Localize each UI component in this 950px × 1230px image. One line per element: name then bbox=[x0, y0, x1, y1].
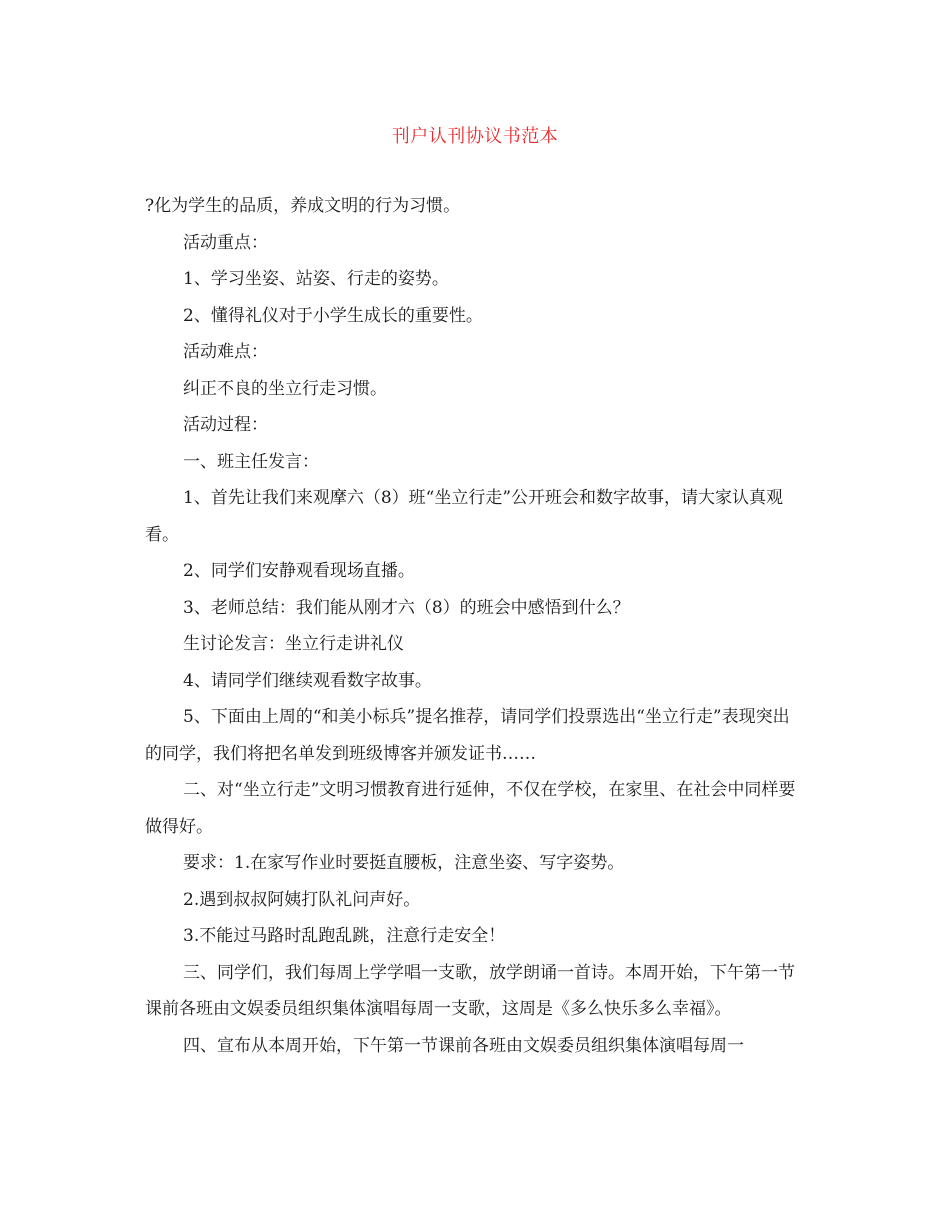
paragraph-intro: ?化为学生的品质，养成文明的行为习惯。 bbox=[145, 196, 461, 216]
paragraph-difficulties-heading: 活动难点： bbox=[183, 342, 268, 362]
paragraph-requirement-2: 2.遇到叔叔阿姨打队礼问声好。 bbox=[183, 889, 421, 910]
paragraph-section-3: 三、同学们，我们每周上学学唱一支歌，放学朗诵一首诗。本周开始，下午第一节课前各班由文娱委员组织集体演唱每周一支歌，这周是《多么快乐多么幸福》。 bbox=[145, 962, 795, 1019]
paragraph-key-point-1: 1、学习坐姿、站姿、行走的姿势。 bbox=[183, 269, 449, 289]
paragraph-section-4: 四、宣布从本周开始，下午第一节课前各班由文娱委员组织集体演唱每周一 bbox=[183, 1035, 744, 1056]
document-title: 刊户认刊协议书范本 bbox=[391, 126, 559, 147]
paragraph-step-3: 3、老师总结：我们能从刚才六（8）的班会中感悟到什么？ bbox=[183, 597, 630, 618]
paragraph-step-5: 5、下面由上周的“和美小标兵”提名推荐，请同学们投票选出“坐立行走”表现突出的同学，我们将把名单发到班级博客并颁发证书…… bbox=[145, 707, 790, 764]
paragraph-discussion: 生讨论发言：坐立行走讲礼仪 bbox=[183, 634, 404, 654]
paragraph-step-4: 4、请同学们继续观看数字故事。 bbox=[183, 670, 432, 691]
paragraph-key-points-heading: 活动重点： bbox=[183, 232, 268, 253]
paragraph-requirement-3: 3.不能过马路时乱跑乱跳，注意行走安全！ bbox=[183, 926, 506, 946]
document-body bbox=[145, 188, 800, 1064]
paragraph-requirement-1: 要求：1.在家写作业时要挺直腰板，注意坐姿、写字姿势。 bbox=[183, 853, 625, 873]
paragraph-key-point-2: 2、懂得礼仪对于小学生成长的重要性。 bbox=[183, 305, 483, 326]
paragraph-process-heading: 活动过程： bbox=[183, 415, 268, 435]
paragraph-section-1-heading: 一、班主任发言： bbox=[183, 451, 319, 472]
paragraph-step-1: 1、首先让我们来观摩六（8）班“坐立行走”公开班会和数字故事，请大家认真观看。 bbox=[145, 488, 784, 545]
paragraph-step-2: 2、同学们安静观看现场直播。 bbox=[183, 561, 415, 581]
paragraph-difficulty-1: 纠正不良的坐立行走习惯。 bbox=[183, 378, 387, 399]
paragraph-section-2: 二、对“坐立行走”文明习惯教育进行延伸，不仅在学校，在家里、在社会中同样要做得好。 bbox=[145, 780, 796, 837]
